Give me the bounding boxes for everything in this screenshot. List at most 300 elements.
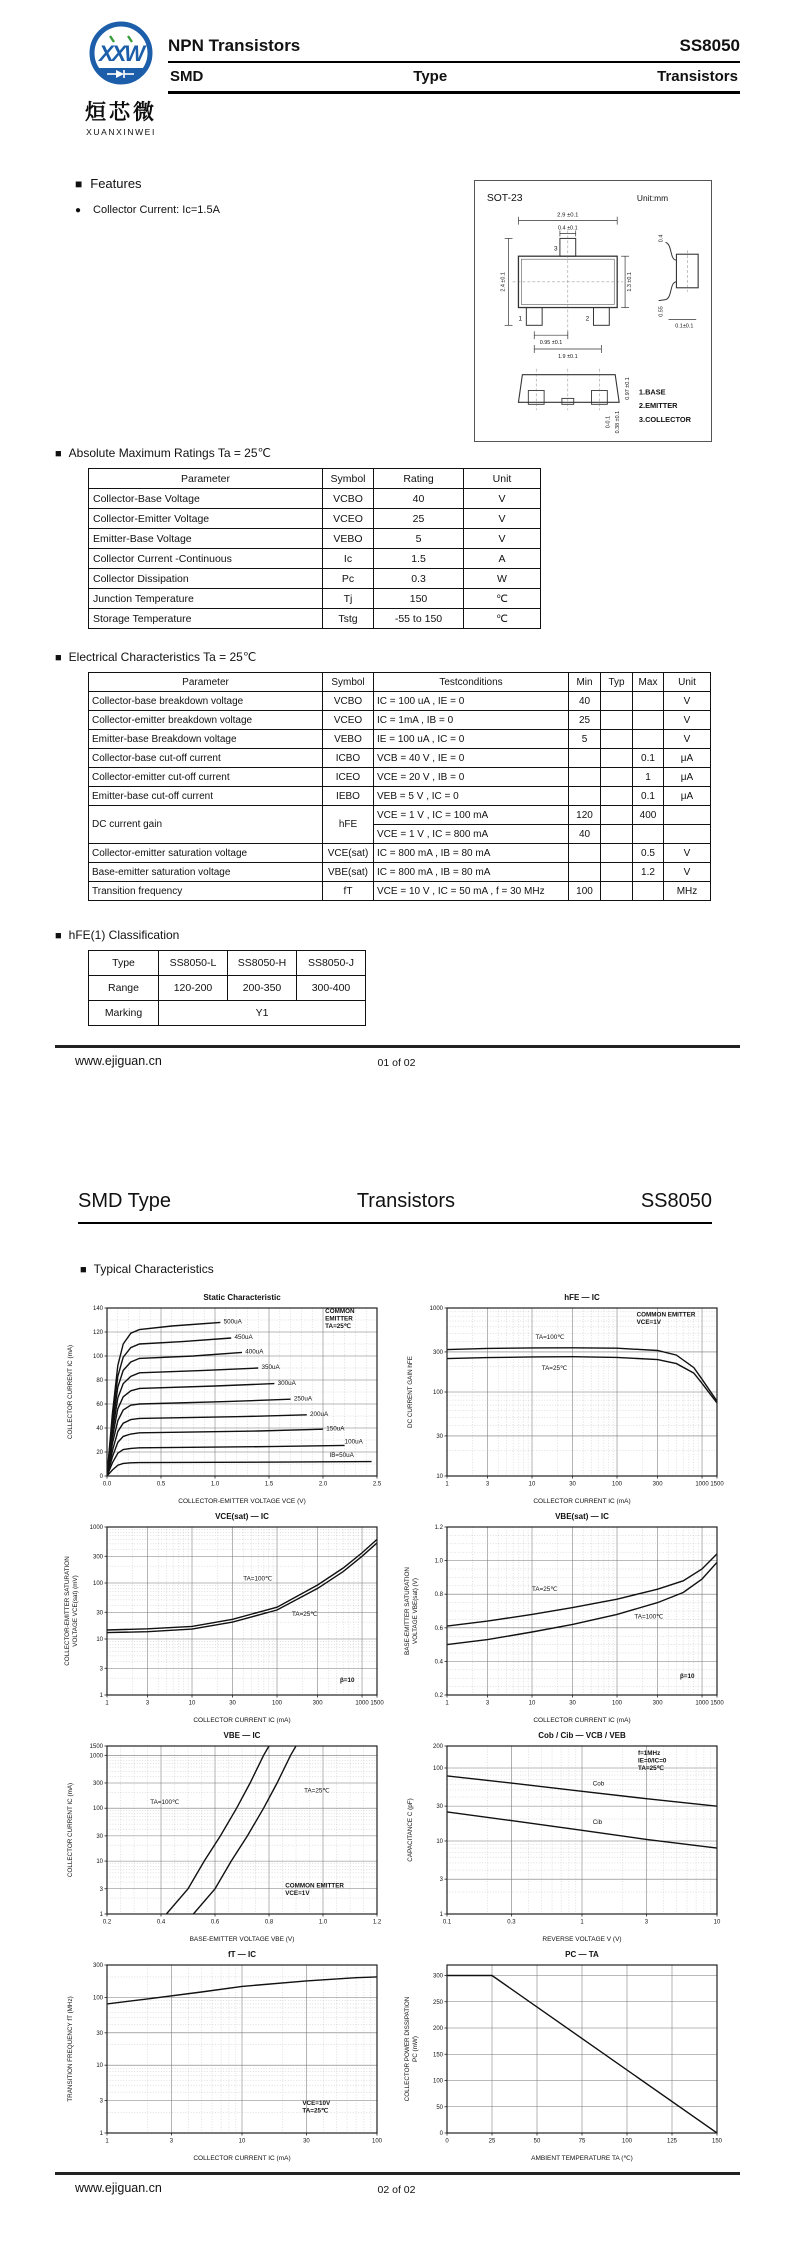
table-row bbox=[89, 529, 541, 549]
pin1-label: 1.BASE bbox=[638, 387, 666, 397]
table-cell: 40 bbox=[569, 825, 601, 844]
svg-text:0.8: 0.8 bbox=[434, 1592, 443, 1599]
svg-text:300: 300 bbox=[92, 1963, 103, 1969]
table-cell: Y1 bbox=[159, 1001, 366, 1026]
svg-text:3: 3 bbox=[99, 1886, 103, 1893]
bullet-icon bbox=[75, 204, 93, 216]
table-cell: Type bbox=[89, 951, 159, 976]
curve-label: TA=100℃ bbox=[535, 1333, 565, 1341]
svg-text:30: 30 bbox=[569, 1700, 576, 1707]
column-header: Parameter bbox=[89, 673, 323, 692]
features-heading: Features bbox=[90, 176, 142, 191]
svg-text:1: 1 bbox=[439, 1912, 443, 1918]
svg-text:0.1: 0.1 bbox=[442, 1919, 452, 1926]
table-cell bbox=[601, 825, 633, 844]
table-cell bbox=[633, 711, 664, 730]
svg-text:10: 10 bbox=[436, 1838, 443, 1845]
svg-text:1000: 1000 bbox=[695, 1481, 709, 1488]
table-cell: Emitter-Base Voltage bbox=[89, 529, 323, 549]
table-cell: Marking bbox=[89, 1001, 159, 1026]
svg-text:1.2: 1.2 bbox=[372, 1919, 382, 1926]
table-cell bbox=[601, 768, 633, 787]
series-line-IB=100uA bbox=[107, 1445, 345, 1476]
table-row bbox=[89, 749, 711, 768]
chart-pc-ta-container bbox=[403, 1947, 729, 2165]
footer-rule bbox=[55, 1045, 740, 1048]
chart-ylabel-2: PC (mW) bbox=[412, 2036, 419, 2062]
chart-pc-ta bbox=[403, 1947, 729, 2165]
table-cell: 100 bbox=[569, 882, 601, 901]
table-cell: V bbox=[664, 844, 711, 863]
table-cell: Base-emitter saturation voltage bbox=[89, 863, 323, 882]
chart-vbesat-ic-container bbox=[403, 1509, 729, 1727]
svg-text:125: 125 bbox=[666, 2138, 678, 2145]
column-header: Max bbox=[633, 673, 664, 692]
svg-text:100: 100 bbox=[92, 1995, 103, 2002]
table-cell: Collector-emitter saturation voltage bbox=[89, 844, 323, 863]
table-row bbox=[89, 549, 541, 569]
table-cell bbox=[601, 882, 633, 901]
svg-text:300: 300 bbox=[652, 1481, 663, 1488]
table-cell: 25 bbox=[569, 711, 601, 730]
series-line-IB=50uA bbox=[107, 1462, 372, 1476]
svg-text:1500: 1500 bbox=[370, 1700, 384, 1707]
svg-text:10: 10 bbox=[188, 1700, 196, 1707]
svg-text:10: 10 bbox=[528, 1700, 536, 1707]
pin2-number: 2 bbox=[585, 315, 590, 323]
dim-lead-width: 0.4 bbox=[658, 234, 665, 243]
company-name-en: XUANXINWEI bbox=[86, 127, 156, 137]
svg-text:300: 300 bbox=[312, 1700, 323, 1707]
svg-text:3: 3 bbox=[99, 2098, 103, 2105]
svg-text:0: 0 bbox=[439, 2131, 443, 2137]
table-cell: SS8050-L bbox=[159, 951, 228, 976]
svg-text:50: 50 bbox=[533, 2138, 541, 2145]
svg-text:100: 100 bbox=[621, 2138, 633, 2145]
svg-text:100: 100 bbox=[92, 1806, 103, 1813]
svg-text:1000: 1000 bbox=[355, 1700, 369, 1707]
svg-text:100: 100 bbox=[612, 1481, 623, 1488]
chart-ylabel: COLLECTOR-EMITTER SATURATION bbox=[64, 1556, 71, 1666]
dim-span: 1.9 ±0.1 bbox=[558, 353, 578, 360]
svg-text:1: 1 bbox=[580, 1919, 584, 1926]
table-cell: 1 bbox=[633, 768, 664, 787]
table-cell: SS8050-H bbox=[228, 951, 297, 976]
page-number: 01 of 02 bbox=[377, 1057, 416, 1069]
table-cell: VEB = 5 V , IC = 0 bbox=[374, 787, 569, 806]
chart-vcesat-ic bbox=[63, 1509, 389, 1727]
series-line-IB=500uA bbox=[107, 1322, 220, 1476]
dim-pitch: 0.95 ±0.1 bbox=[539, 340, 563, 347]
table-cell: Range bbox=[89, 976, 159, 1001]
sot23-outline-drawing bbox=[475, 181, 710, 440]
svg-text:0.0: 0.0 bbox=[102, 1481, 112, 1488]
svg-text:1: 1 bbox=[99, 1693, 103, 1699]
table-row bbox=[89, 863, 711, 882]
svg-text:1000: 1000 bbox=[429, 1306, 443, 1312]
svg-text:1: 1 bbox=[105, 2138, 109, 2145]
chart-note: VCE=10V TA=25℃ bbox=[302, 2099, 331, 2115]
table-cell: V bbox=[464, 489, 541, 509]
chart-note: COMMON EMITTER VCE=1V bbox=[285, 1882, 344, 1897]
table-cell: IEBO bbox=[323, 787, 374, 806]
table-row bbox=[89, 489, 541, 509]
curve-label: Cib bbox=[592, 1819, 603, 1827]
chart-ylabel: COLLECTOR CURRENT IC (mA) bbox=[67, 1782, 74, 1878]
svg-text:300: 300 bbox=[432, 1973, 443, 1980]
svg-text:120: 120 bbox=[92, 1330, 103, 1336]
svg-text:50: 50 bbox=[436, 2104, 443, 2111]
section-marker-icon bbox=[55, 928, 69, 942]
table-cell: 5 bbox=[374, 529, 464, 549]
table-row bbox=[89, 951, 366, 976]
subtitle-type: Type bbox=[413, 68, 448, 85]
svg-text:1000: 1000 bbox=[89, 1525, 103, 1531]
svg-text:1500: 1500 bbox=[710, 1481, 724, 1488]
pin3-number: 3 bbox=[553, 245, 558, 253]
characteristics-charts-grid bbox=[56, 1290, 736, 2166]
svg-text:3: 3 bbox=[439, 1877, 443, 1884]
table-cell: Pc bbox=[323, 569, 374, 589]
table-cell bbox=[601, 711, 633, 730]
table-cell: VCE = 10 V , IC = 50 mA , f = 30 MHz bbox=[374, 882, 569, 901]
chart-note: β=10 bbox=[339, 1677, 355, 1685]
chart-xlabel: COLLECTOR CURRENT IC (mA) bbox=[193, 1717, 291, 1724]
svg-text:30: 30 bbox=[96, 1833, 103, 1840]
curve-label: 100uA bbox=[344, 1438, 363, 1446]
chart-ylabel-2: VOLTAGE VBE(sat) (V) bbox=[412, 1578, 419, 1644]
column-header: Min bbox=[569, 673, 601, 692]
website-url: www.ejiguan.cn bbox=[75, 1054, 162, 1068]
svg-text:30: 30 bbox=[436, 1433, 443, 1440]
column-header: Parameter bbox=[89, 469, 323, 489]
svg-text:30: 30 bbox=[229, 1700, 236, 1707]
svg-text:10: 10 bbox=[528, 1481, 536, 1488]
dim-total-height: 0.97 ±0.1 bbox=[625, 377, 632, 400]
chart-xlabel: BASE-EMITTER VOLTAGE VBE (V) bbox=[189, 1936, 295, 1943]
abs-max-heading: ■ Absolute Maximum Ratings Ta = 25℃ bbox=[55, 446, 271, 460]
series-line-IB=200uA bbox=[107, 1415, 307, 1476]
svg-text:30: 30 bbox=[436, 1804, 443, 1811]
table-cell bbox=[633, 692, 664, 711]
chart-xlabel: COLLECTOR CURRENT IC (mA) bbox=[533, 1717, 631, 1724]
table-cell: Transition frequency bbox=[89, 882, 323, 901]
table-cell: 40 bbox=[374, 489, 464, 509]
svg-text:1: 1 bbox=[99, 1912, 103, 1918]
feature-item bbox=[75, 204, 220, 216]
table-cell: 1.2 bbox=[633, 863, 664, 882]
svg-text:0.8: 0.8 bbox=[264, 1919, 274, 1926]
pin1-number: 1 bbox=[518, 315, 523, 323]
table-cell: Emitter-base cut-off current bbox=[89, 787, 323, 806]
table-cell: 400 bbox=[633, 806, 664, 825]
chart-xlabel: REVERSE VOLTAGE V (V) bbox=[542, 1936, 622, 1943]
table-cell: 0.1 bbox=[633, 749, 664, 768]
svg-text:1.2: 1.2 bbox=[434, 1525, 443, 1531]
table-cell: μA bbox=[664, 768, 711, 787]
svg-text:0.4: 0.4 bbox=[156, 1919, 166, 1926]
svg-text:20: 20 bbox=[96, 1450, 103, 1456]
hfe-classification-table bbox=[88, 950, 366, 1026]
chart-ylabel: DC CURRENT GAIN hFE bbox=[407, 1356, 414, 1428]
table-cell: IC = 1mA , IB = 0 bbox=[374, 711, 569, 730]
svg-text:100: 100 bbox=[272, 1700, 283, 1707]
part-number: SS8050 bbox=[679, 36, 740, 55]
svg-text:1.0: 1.0 bbox=[318, 1919, 328, 1926]
svg-text:3: 3 bbox=[169, 2138, 174, 2145]
svg-text:100: 100 bbox=[432, 2078, 443, 2085]
curve-label: TA=100℃ bbox=[150, 1799, 180, 1807]
svg-text:10: 10 bbox=[96, 1637, 103, 1643]
svg-text:300: 300 bbox=[92, 1780, 103, 1787]
svg-text:3: 3 bbox=[485, 1481, 490, 1488]
hfe-class-heading: ■ hFE(1) Classification bbox=[55, 928, 179, 942]
svg-text:0.6: 0.6 bbox=[210, 1919, 220, 1926]
dim-foot: 0.1±0.1 bbox=[675, 323, 694, 330]
table-row bbox=[89, 692, 711, 711]
curve-label: TA=25℃ bbox=[291, 1610, 318, 1618]
table-cell bbox=[633, 882, 664, 901]
svg-text:10: 10 bbox=[238, 2138, 246, 2145]
curve-label: TA=25℃ bbox=[304, 1787, 330, 1795]
section-marker-icon bbox=[55, 650, 69, 664]
table-cell: VCE(sat) bbox=[323, 844, 374, 863]
table-cell bbox=[601, 749, 633, 768]
section-marker-icon bbox=[55, 446, 69, 460]
svg-text:30: 30 bbox=[569, 1481, 576, 1488]
chart-title: fT — IC bbox=[228, 1950, 256, 1959]
table-cell bbox=[569, 768, 601, 787]
svg-text:100: 100 bbox=[612, 1700, 623, 1707]
table-cell: Collector-base breakdown voltage bbox=[89, 692, 323, 711]
series-line-IB=250uA bbox=[107, 1399, 291, 1476]
chart-vbe-ic bbox=[63, 1728, 389, 1946]
table-cell: MHz bbox=[664, 882, 711, 901]
table-cell: 120-200 bbox=[159, 976, 228, 1001]
curve-label: 150uA bbox=[326, 1425, 345, 1433]
chart-cob-cib-container bbox=[403, 1728, 729, 1946]
pin3-label: 3.COLLECTOR bbox=[638, 415, 691, 425]
table-row bbox=[89, 882, 711, 901]
svg-text:100: 100 bbox=[432, 1765, 443, 1772]
svg-text:10: 10 bbox=[96, 2063, 103, 2070]
svg-text:3: 3 bbox=[145, 1700, 150, 1707]
header-transistors: Transistors bbox=[356, 1190, 455, 1212]
chart-title: PC — TA bbox=[565, 1950, 599, 1959]
svg-text:30: 30 bbox=[96, 2030, 103, 2037]
table-cell: DC current gain bbox=[89, 806, 323, 844]
chart-note: f=1MHz IE=0/IC=0 TA=25℃ bbox=[638, 1750, 667, 1773]
table-cell: Collector Current -Continuous bbox=[89, 549, 323, 569]
table-cell: IC = 100 uA , IE = 0 bbox=[374, 692, 569, 711]
table-cell: 150 bbox=[374, 589, 464, 609]
chart-ylabel: COLLECTOR POWER DISSIPATION bbox=[404, 1996, 411, 2102]
table-cell: V bbox=[464, 529, 541, 549]
package-unit: Unit:mm bbox=[636, 192, 669, 203]
package-name: SOT-23 bbox=[486, 192, 523, 204]
electrical-characteristics-table bbox=[88, 672, 711, 901]
chart-ylabel: BASE-EMITTER SATURATION bbox=[404, 1567, 411, 1655]
chart-note: COMMON EMITTER VCE=1V bbox=[636, 1311, 696, 1327]
table-cell: 40 bbox=[569, 692, 601, 711]
chart-vbe-ic-container bbox=[63, 1728, 389, 1946]
table-row bbox=[89, 787, 711, 806]
table-cell: VEBO bbox=[323, 730, 374, 749]
header-smd-type: SMD Type bbox=[78, 1190, 171, 1212]
table-row bbox=[89, 768, 711, 787]
table-cell: μA bbox=[664, 749, 711, 768]
table-row bbox=[89, 509, 541, 529]
svg-text:1: 1 bbox=[105, 1700, 109, 1707]
svg-text:0.6: 0.6 bbox=[434, 1625, 443, 1632]
table-cell: μA bbox=[664, 787, 711, 806]
table-cell: hFE bbox=[323, 806, 374, 844]
svg-text:100: 100 bbox=[92, 1581, 103, 1587]
svg-text:2.0: 2.0 bbox=[318, 1481, 328, 1488]
footer-rule bbox=[55, 2172, 740, 2175]
table-row bbox=[89, 1001, 366, 1026]
table-cell: 0.5 bbox=[633, 844, 664, 863]
table-cell: IE = 100 uA , IC = 0 bbox=[374, 730, 569, 749]
table-cell: VCE = 1 V , IC = 800 mA bbox=[374, 825, 569, 844]
svg-text:10: 10 bbox=[713, 1919, 721, 1926]
table-cell: 0.1 bbox=[633, 787, 664, 806]
svg-text:200: 200 bbox=[432, 2026, 443, 2032]
table-cell: Collector Dissipation bbox=[89, 569, 323, 589]
subtitle-smd: SMD bbox=[170, 68, 204, 85]
svg-text:1000: 1000 bbox=[695, 1700, 709, 1707]
svg-text:3: 3 bbox=[644, 1919, 649, 1926]
table-cell: V bbox=[464, 509, 541, 529]
table-cell bbox=[601, 787, 633, 806]
company-logo bbox=[66, 20, 176, 137]
features-section bbox=[75, 176, 220, 216]
table-row bbox=[89, 730, 711, 749]
column-header: Unit bbox=[664, 673, 711, 692]
section-marker-icon bbox=[80, 1262, 94, 1276]
table-cell bbox=[664, 825, 711, 844]
table-cell: A bbox=[464, 549, 541, 569]
chart-static bbox=[63, 1290, 389, 1508]
chart-title: VBE — IC bbox=[223, 1731, 261, 1740]
table-cell: VCB = 40 V , IE = 0 bbox=[374, 749, 569, 768]
table-cell bbox=[569, 787, 601, 806]
elec-char-heading: ■ Electrical Characteristics Ta = 25℃ bbox=[55, 650, 256, 664]
logo-monogram: XXW bbox=[98, 41, 144, 66]
table-cell: fT bbox=[323, 882, 374, 901]
svg-text:300: 300 bbox=[432, 1349, 443, 1356]
dim-lead-height: 0.55 bbox=[658, 306, 665, 317]
table-cell: IC = 800 mA , IB = 80 mA bbox=[374, 863, 569, 882]
table-cell bbox=[664, 806, 711, 825]
chart-ft-ic bbox=[63, 1947, 389, 2165]
table-cell: V bbox=[664, 711, 711, 730]
svg-text:60: 60 bbox=[96, 1402, 103, 1408]
table-row bbox=[89, 976, 366, 1001]
table-cell: Collector-emitter breakdown voltage bbox=[89, 711, 323, 730]
chart-ylabel: COLLECTOR CURRENT IC (mA) bbox=[67, 1344, 74, 1440]
svg-text:30: 30 bbox=[303, 2138, 310, 2145]
column-header: Typ bbox=[601, 673, 633, 692]
table-header-row bbox=[89, 469, 541, 489]
table-cell: Collector-base cut-off current bbox=[89, 749, 323, 768]
table-cell: Emitter-base Breakdown voltage bbox=[89, 730, 323, 749]
table-cell: VCE = 1 V , IC = 100 mA bbox=[374, 806, 569, 825]
dim-tab-width: 0.4 ±0.1 bbox=[558, 225, 578, 232]
curve-label: 350uA bbox=[261, 1364, 280, 1372]
table-cell: VBE(sat) bbox=[323, 863, 374, 882]
table-cell: VEBO bbox=[323, 529, 374, 549]
column-header: Testconditions bbox=[374, 673, 569, 692]
logo-mark-icon bbox=[83, 20, 159, 90]
table-cell: 300-400 bbox=[297, 976, 366, 1001]
table-cell: V bbox=[664, 692, 711, 711]
svg-text:0.5: 0.5 bbox=[156, 1481, 166, 1488]
table-cell bbox=[601, 844, 633, 863]
table-row bbox=[89, 569, 541, 589]
svg-text:1: 1 bbox=[445, 1481, 449, 1488]
svg-text:0.2: 0.2 bbox=[434, 1693, 443, 1699]
svg-text:140: 140 bbox=[92, 1306, 103, 1312]
chart-ylabel: TRANSITION FREQUENCY fT (MHz) bbox=[67, 1996, 74, 2102]
svg-text:10: 10 bbox=[436, 1474, 443, 1480]
svg-text:0: 0 bbox=[99, 1474, 103, 1480]
svg-text:0.3: 0.3 bbox=[507, 1919, 516, 1926]
chart-note: COMMON EMITTER TA=25℃ bbox=[325, 1307, 355, 1330]
curve-label: TA=25℃ bbox=[541, 1365, 568, 1373]
svg-text:1500: 1500 bbox=[710, 1700, 724, 1707]
feature-text: Collector Current: Ic=1.5A bbox=[93, 204, 220, 216]
table-cell: SS8050-J bbox=[297, 951, 366, 976]
svg-text:2.5: 2.5 bbox=[372, 1481, 382, 1488]
series-line-IB=450uA bbox=[107, 1338, 231, 1476]
curve-label: 400uA bbox=[245, 1348, 264, 1356]
table-cell bbox=[569, 863, 601, 882]
chart-xlabel: AMBIENT TEMPERATURE TA (℃) bbox=[531, 2155, 633, 2162]
svg-text:1.0: 1.0 bbox=[434, 1558, 443, 1565]
dim-body-width: 2.9 ±0.1 bbox=[557, 212, 579, 219]
table-cell: 5 bbox=[569, 730, 601, 749]
table-cell bbox=[569, 844, 601, 863]
table-cell: VCBO bbox=[323, 489, 374, 509]
curve-label: Cob bbox=[592, 1780, 605, 1788]
curve-label: TA=100℃ bbox=[243, 1575, 273, 1583]
dim-pad: 0.38 ±0.1 bbox=[615, 410, 622, 434]
table-cell: 0.3 bbox=[374, 569, 464, 589]
svg-text:150: 150 bbox=[432, 2052, 443, 2059]
section-marker-icon bbox=[75, 176, 90, 191]
pin2-label: 2.EMITTER bbox=[638, 401, 678, 411]
table-cell: ℃ bbox=[464, 609, 541, 629]
dim-inner-height: 1.3 ±0.1 bbox=[627, 272, 634, 292]
curve-label: 250uA bbox=[293, 1395, 313, 1403]
svg-text:200: 200 bbox=[432, 1744, 443, 1750]
chart-title: Static Characteristic bbox=[203, 1293, 281, 1302]
table-cell: V bbox=[664, 730, 711, 749]
svg-text:100: 100 bbox=[92, 1354, 103, 1360]
column-header: Symbol bbox=[323, 673, 374, 692]
header-part-number: SS8050 bbox=[640, 1190, 712, 1212]
table-cell: V bbox=[664, 863, 711, 882]
svg-text:1000: 1000 bbox=[89, 1753, 103, 1760]
table-cell bbox=[601, 863, 633, 882]
table-cell: Collector-emitter cut-off current bbox=[89, 768, 323, 787]
svg-text:10: 10 bbox=[96, 1859, 103, 1866]
curve-label: 500uA bbox=[223, 1318, 242, 1326]
table-cell: Collector-Emitter Voltage bbox=[89, 509, 323, 529]
page1-header bbox=[168, 36, 740, 94]
curve-label: TA=25℃ bbox=[532, 1585, 558, 1593]
